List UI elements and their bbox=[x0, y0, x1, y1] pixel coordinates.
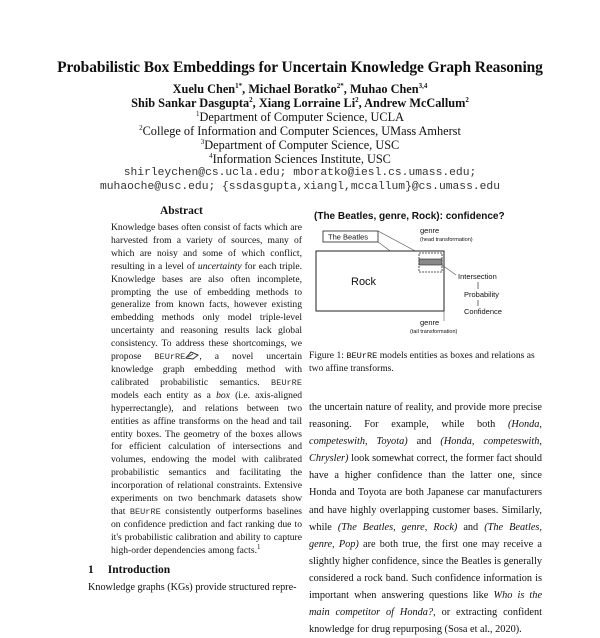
abstract-text: Knowledge bases often consist of facts which are harvested from a variety of sources, many of which are noisy and some of which conflict, resulting in a level of uncertainty for each triple. Knowledge bases are also often incomplete, prompting the use of embedding methods to generalize from known facts, however existing embedding methods only model triple-level uncertainty and reasoning results lack global consistency. To address these shortcomings, we propose BEUrRE , a novel uncertain knowledge graph embedding method with calibrated probabilistic semantics. BEUrRE models each entity as a box (i.e. axis-aligned hyperrectangle), and relations between two entities as affine transforms on the head and tail entity boxes. The geometry of the boxes allows for efficient calculation of intersections and volumes, endowing the model with calibrated probabilistic semantics and facilitating the incorporation of relational constraints. Extensive experiments on two benchmark datasets show that BEUrRE consistently outperforms baselines on confidence prediction and fact ranking due to it's probabilistic calibration and ability to capture high-order dependencies among facts.$^1$ bbox=[111, 222, 302, 556]
body-text-right: the uncertain nature of reality, and provide more precise reasoning. For example, while both (Honda, competeswith, Toyota) and (Honda, competeswith, Chrysler) look somewhat correct, the former fact should have a higher confidence than the latter one, since Honda and Toyota are both Japanese car manufacturers and have highly overlapping customer bases. Similarly, while (The Beatles, genre, Rock) and (The Beatles, genre, Pop) are both true, the first one may receive a slightly higher confidence, since the Beatles is generally considered a rock band. Such confidence information is important when answering questions like Who is the main competitor of Honda?, or extracting confident knowledge for drug repurposing (Sosa et al., 2020). bbox=[309, 402, 543, 636]
abstract-heading: Abstract bbox=[160, 205, 203, 217]
model-logo-icon bbox=[185, 351, 199, 360]
genre-bottom-label: genre bbox=[420, 318, 440, 327]
connector-line bbox=[378, 231, 419, 253]
confidence-label: Confidence bbox=[464, 307, 502, 316]
affiliation-3: $^3$Department of Computer Science, USC bbox=[200, 137, 400, 152]
email-line-1[interactable]: shirleychen@cs.ucla.edu; mboratko@iesl.cs.umass.edu; bbox=[123, 167, 477, 179]
intersection-label: Intersection bbox=[458, 272, 497, 281]
intersection-box bbox=[419, 259, 442, 265]
figure-caption: Figure 1: BEUrRE models entities as boxes and relations as two affine transforms. bbox=[309, 350, 535, 374]
author: Xiang Lorraine Li bbox=[258, 96, 356, 110]
affiliation-2: $^2$College of Information and Computer Sciences, UMass Amherst bbox=[139, 123, 461, 138]
affiliation-1: $^1$Department of Computer Science, UCLA bbox=[195, 109, 405, 124]
email-line-2[interactable]: muhaoche@usc.edu; {ssdasgupta,xiangl,mccallum}@cs.umass.edu bbox=[100, 181, 500, 193]
figure-diagram bbox=[306, 205, 546, 345]
author: Shib Sankar Dasgupta bbox=[131, 96, 250, 110]
author: Muhao Chen bbox=[349, 82, 419, 96]
authors-line-2: Shib Sankar Dasgupta$^2$, Xiang Lorraine Li$^2$, Andrew McCallum$^2$ bbox=[131, 95, 469, 110]
tail-transform-label: (tail transformation) bbox=[410, 329, 458, 335]
affiliation-4: $^4$Information Sciences Institute, USC bbox=[209, 151, 391, 166]
authors-line-1: Xuelu Chen$^{1*}$, Michael Boratko$^{2*}$, Muhao Chen$^{3,4}$ bbox=[172, 81, 428, 96]
head-transform-label: (head transformation) bbox=[420, 237, 473, 243]
probability-label: Probability bbox=[464, 290, 500, 299]
beatles-label: The Beatles bbox=[328, 232, 369, 242]
author: Andrew McCallum bbox=[364, 96, 466, 110]
paper-title: Probabilistic Box Embeddings for Uncertain Knowledge Graph Reasoning bbox=[57, 59, 543, 76]
intro-text: Knowledge graphs (KGs) provide structured repre- bbox=[88, 582, 297, 593]
intro-heading: 1 Introduction bbox=[88, 564, 171, 576]
figure-question: (The Beatles, genre, Rock): confidence? bbox=[314, 211, 505, 222]
author: Xuelu Chen bbox=[172, 82, 236, 96]
rock-label: Rock bbox=[351, 276, 377, 288]
genre-top-label: genre bbox=[420, 226, 440, 235]
author: Michael Boratko bbox=[248, 82, 337, 96]
